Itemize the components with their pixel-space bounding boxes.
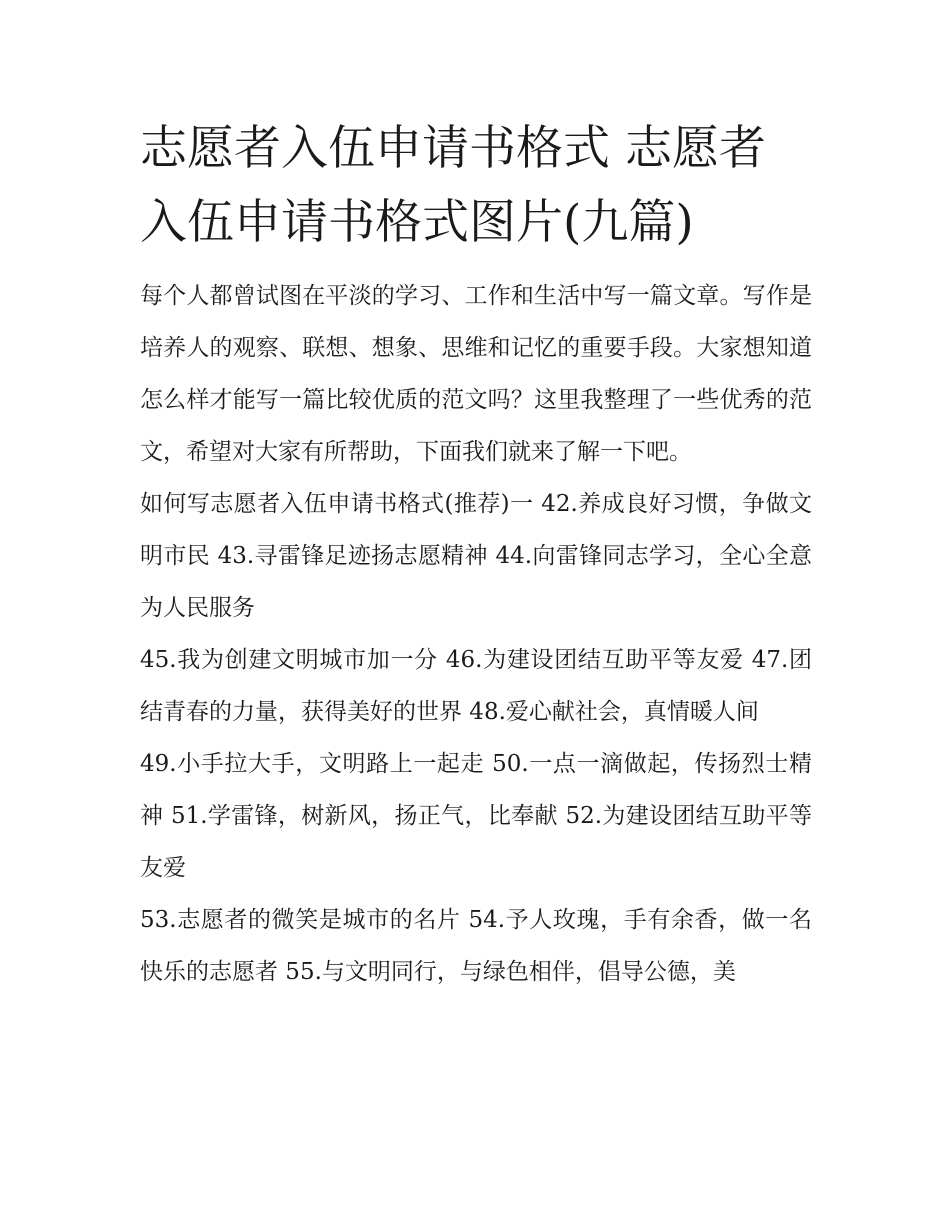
slogan-paragraph-49-52: 49.小手拉大手，文明路上一起走 50.一点一滴做起，传扬烈士精神 51.学雷锋，树新风，扬正气，比奉献 52.为建设团结互助平等友爱 xyxy=(140,751,812,881)
slogan-paragraph-45-48: 45.我为创建文明城市加一分 46.为建设团结互助平等友爱 47.团结青春的力量，获得美好的世界 48.爱心献社会，真情暖人间 xyxy=(140,647,812,725)
document-title: 志愿者入伍申请书格式 志愿者入伍申请书格式图片(九篇) xyxy=(140,121,766,250)
slogan-paragraph-42-44: 如何写志愿者入伍申请书格式(推荐)一 42.养成良好习惯，争做文明市民 43.寻雷锋足迹扬志愿精神 44.向雷锋同志学习，全心全意为人民服务 xyxy=(140,491,812,621)
slogan-paragraph-53-55: 53.志愿者的微笑是城市的名片 54.予人玫瑰，手有余香，做一名快乐的志愿者 55.与文明同行，与绿色相伴，倡导公德，美 xyxy=(140,907,812,985)
intro-paragraph: 每个人都曾试图在平淡的学习、工作和生活中写一篇文章。写作是培养人的观察、联想、想象、思维和记忆的重要手段。大家想知道怎么样才能写一篇比较优质的范文吗？这里我整理了一些优秀的范文，希望对大家有所帮助，下面我们就来了解一下吧。 xyxy=(140,283,812,465)
document-page xyxy=(140,112,812,998)
